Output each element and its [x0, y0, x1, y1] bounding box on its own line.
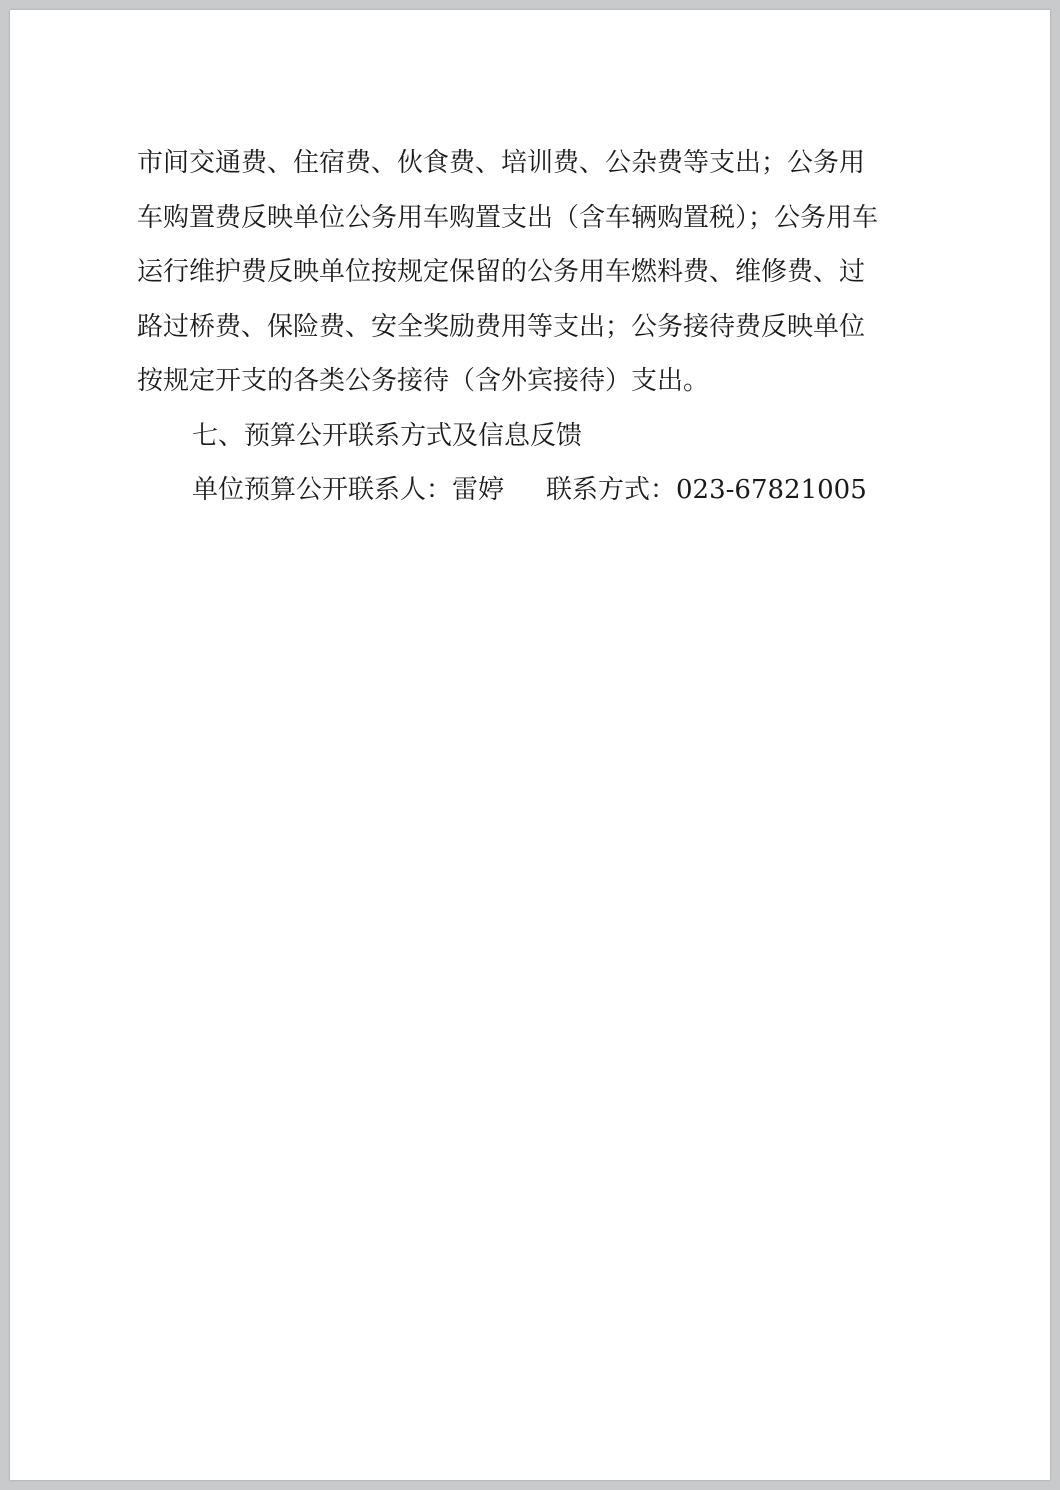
paragraph-line: 路过桥费、保险费、安全奖励费用等支出；公务接待费反映单位 — [137, 311, 866, 342]
section-heading: 七、预算公开联系方式及信息反馈 — [192, 420, 583, 451]
contact-person: 单位预算公开联系人：雷婷 — [192, 475, 505, 505]
paragraph-line: 市间交通费、住宿费、伙食费、培训费、公杂费等支出；公务用 — [137, 148, 866, 178]
paragraph-line: 按规定开支的各类公务接待（含外宾接待）支出。 — [137, 366, 710, 396]
document-page — [10, 10, 1050, 1480]
contact-phone: 联系方式：023-67821005 — [546, 475, 867, 505]
document-body — [137, 140, 937, 522]
paragraph-line: 运行维护费反映单位按规定保留的公务用车燃料费、维修费、过 — [137, 257, 866, 287]
contact-line — [137, 467, 937, 522]
paragraph-line: 车购置费反映单位公务用车购置支出（含车辆购置税）；公务用车 — [137, 202, 879, 233]
